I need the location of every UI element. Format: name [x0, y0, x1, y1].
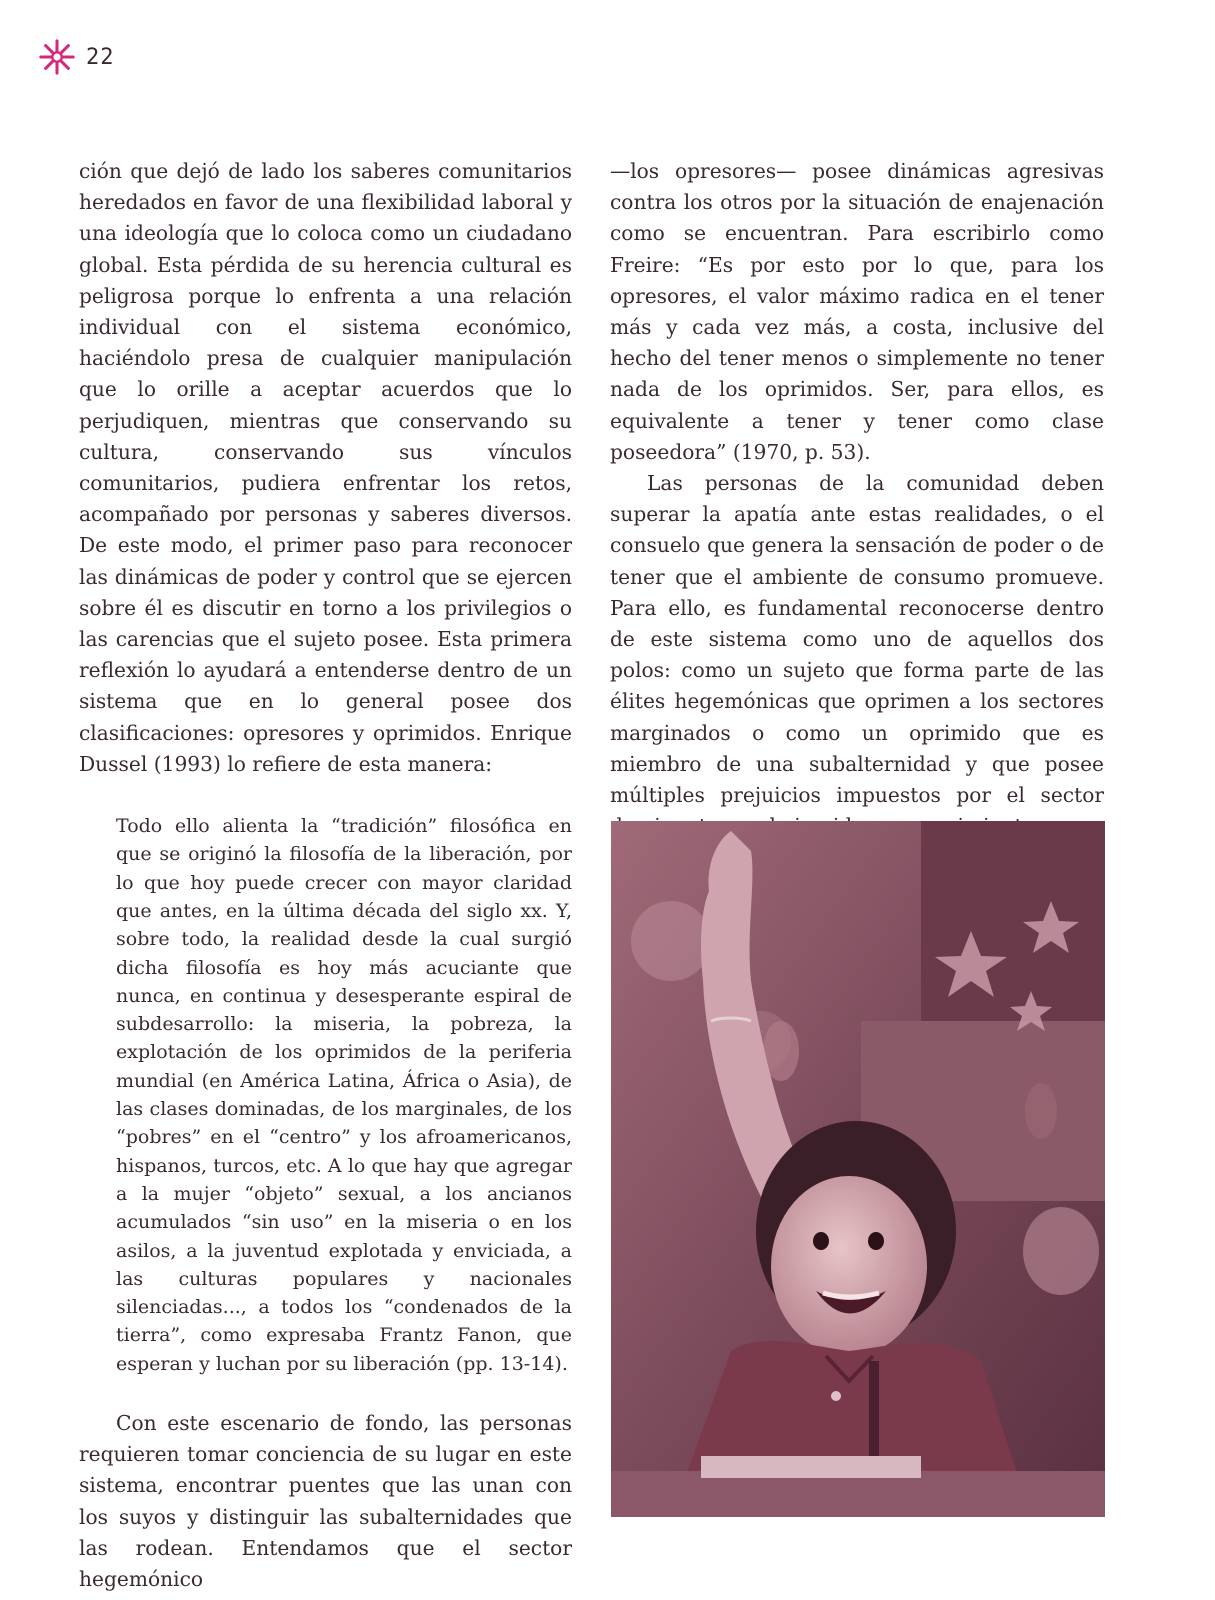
page-header	[38, 38, 115, 76]
body-paragraph: Con este escenario de fondo, las personas requieren tomar conciencia de su lugar en este sistema, encontrar puentes que las unan con los suyos y distinguir las subalternidades que las rodean. Entendamos que el sector hegemónico	[79, 1411, 572, 1592]
right-column	[610, 156, 1104, 842]
classroom-photo	[611, 821, 1105, 1517]
page-number: 22	[86, 44, 115, 70]
asterisk-flower-icon	[38, 38, 76, 76]
girl-raising-hand-image	[611, 821, 1105, 1517]
block-quote: Todo ello alienta la “tradición” filosófica en que se originó la filosofía de la liberación, por lo que hoy puede crecer con mayor claridad que antes, en la última década del siglo xx. Y, sobre todo, la realidad desde la cual surgió dicha filosofía es hoy más acuciante que nunca, en continua y desesperante espiral de subdesarrollo: la miseria, la pobreza, la explotación de los oprimidos de la periferia mundial (en América Latina, África o Asia), de las clases dominadas, de los marginales, de los “pobres” en el “centro” y los afroamericanos, hispanos, turcos, etc. A lo que hay que agregar a la mujer “objeto” sexual, a los ancianos acumulados “sin uso” en la miseria o en los asilos, a la juventud explotada y enviciada, a las culturas populares y nacionales silenciadas..., a todos los “condenados de la tierra”, como expresaba Frantz Fanon, que esperan y luchan por su liberación (pp. 13-14).	[116, 815, 572, 1375]
body-paragraph: ción que dejó de lado los saberes comunitarios heredados en favor de una flexibilidad laboral y una ideología que lo coloca como un ciudadano global. Esta pérdida de su herencia cultural es peligrosa porque lo enfrenta a una relación individual con el sistema económico, haciéndolo presa de cualquier manipulación que lo orille a aceptar acuerdos que lo perjudiquen, mientras que conservando su cultura, conservando sus vínculos comunitarios, pudiera enfrentar los retos, acompañado por personas y saberes diversos. De este modo, el primer paso para reconocer las dinámicas de poder y control que se ejercen sobre él es discutir en torno a los privilegios o las carencias que el sujeto posee. Esta primera reflexión lo ayudará a entenderse dentro de un sistema que en lo general posee dos clasificaciones: opresores y oprimidos. Enrique Dussel (1993) lo refiere de esta manera:	[79, 159, 572, 776]
body-paragraph: Las personas de la comunidad deben superar la apatía ante estas realidades, o el consuelo que genera la sensación de poder o de tener que el ambiente de consumo promueve. Para ello, es fundamental reconocerse dentro de este sistema como uno de aquellos dos polos: como un sujeto que forma parte de las élites hegemónicas que oprimen a los sectores marginados o como un oprimido que es miembro de una subalternidad y que posee múltiples prejuicios impuestos por el sector	[610, 471, 1104, 808]
left-column	[79, 156, 572, 1595]
body-paragraph: —los opresores— posee dinámicas agresivas contra los otros por la situación de enajenación como se encuentran. Para escribirlo como Freire: “Es por esto por lo que, para los opresores, el valor máximo radica en el tener más y cada vez más, a costa, inclusive del hecho del tener menos o simplemente no tener nada de los oprimidos. Ser, para ellos, es equivalente a tener y tener como clase poseedora” (1970, p. 53).	[610, 159, 1104, 464]
